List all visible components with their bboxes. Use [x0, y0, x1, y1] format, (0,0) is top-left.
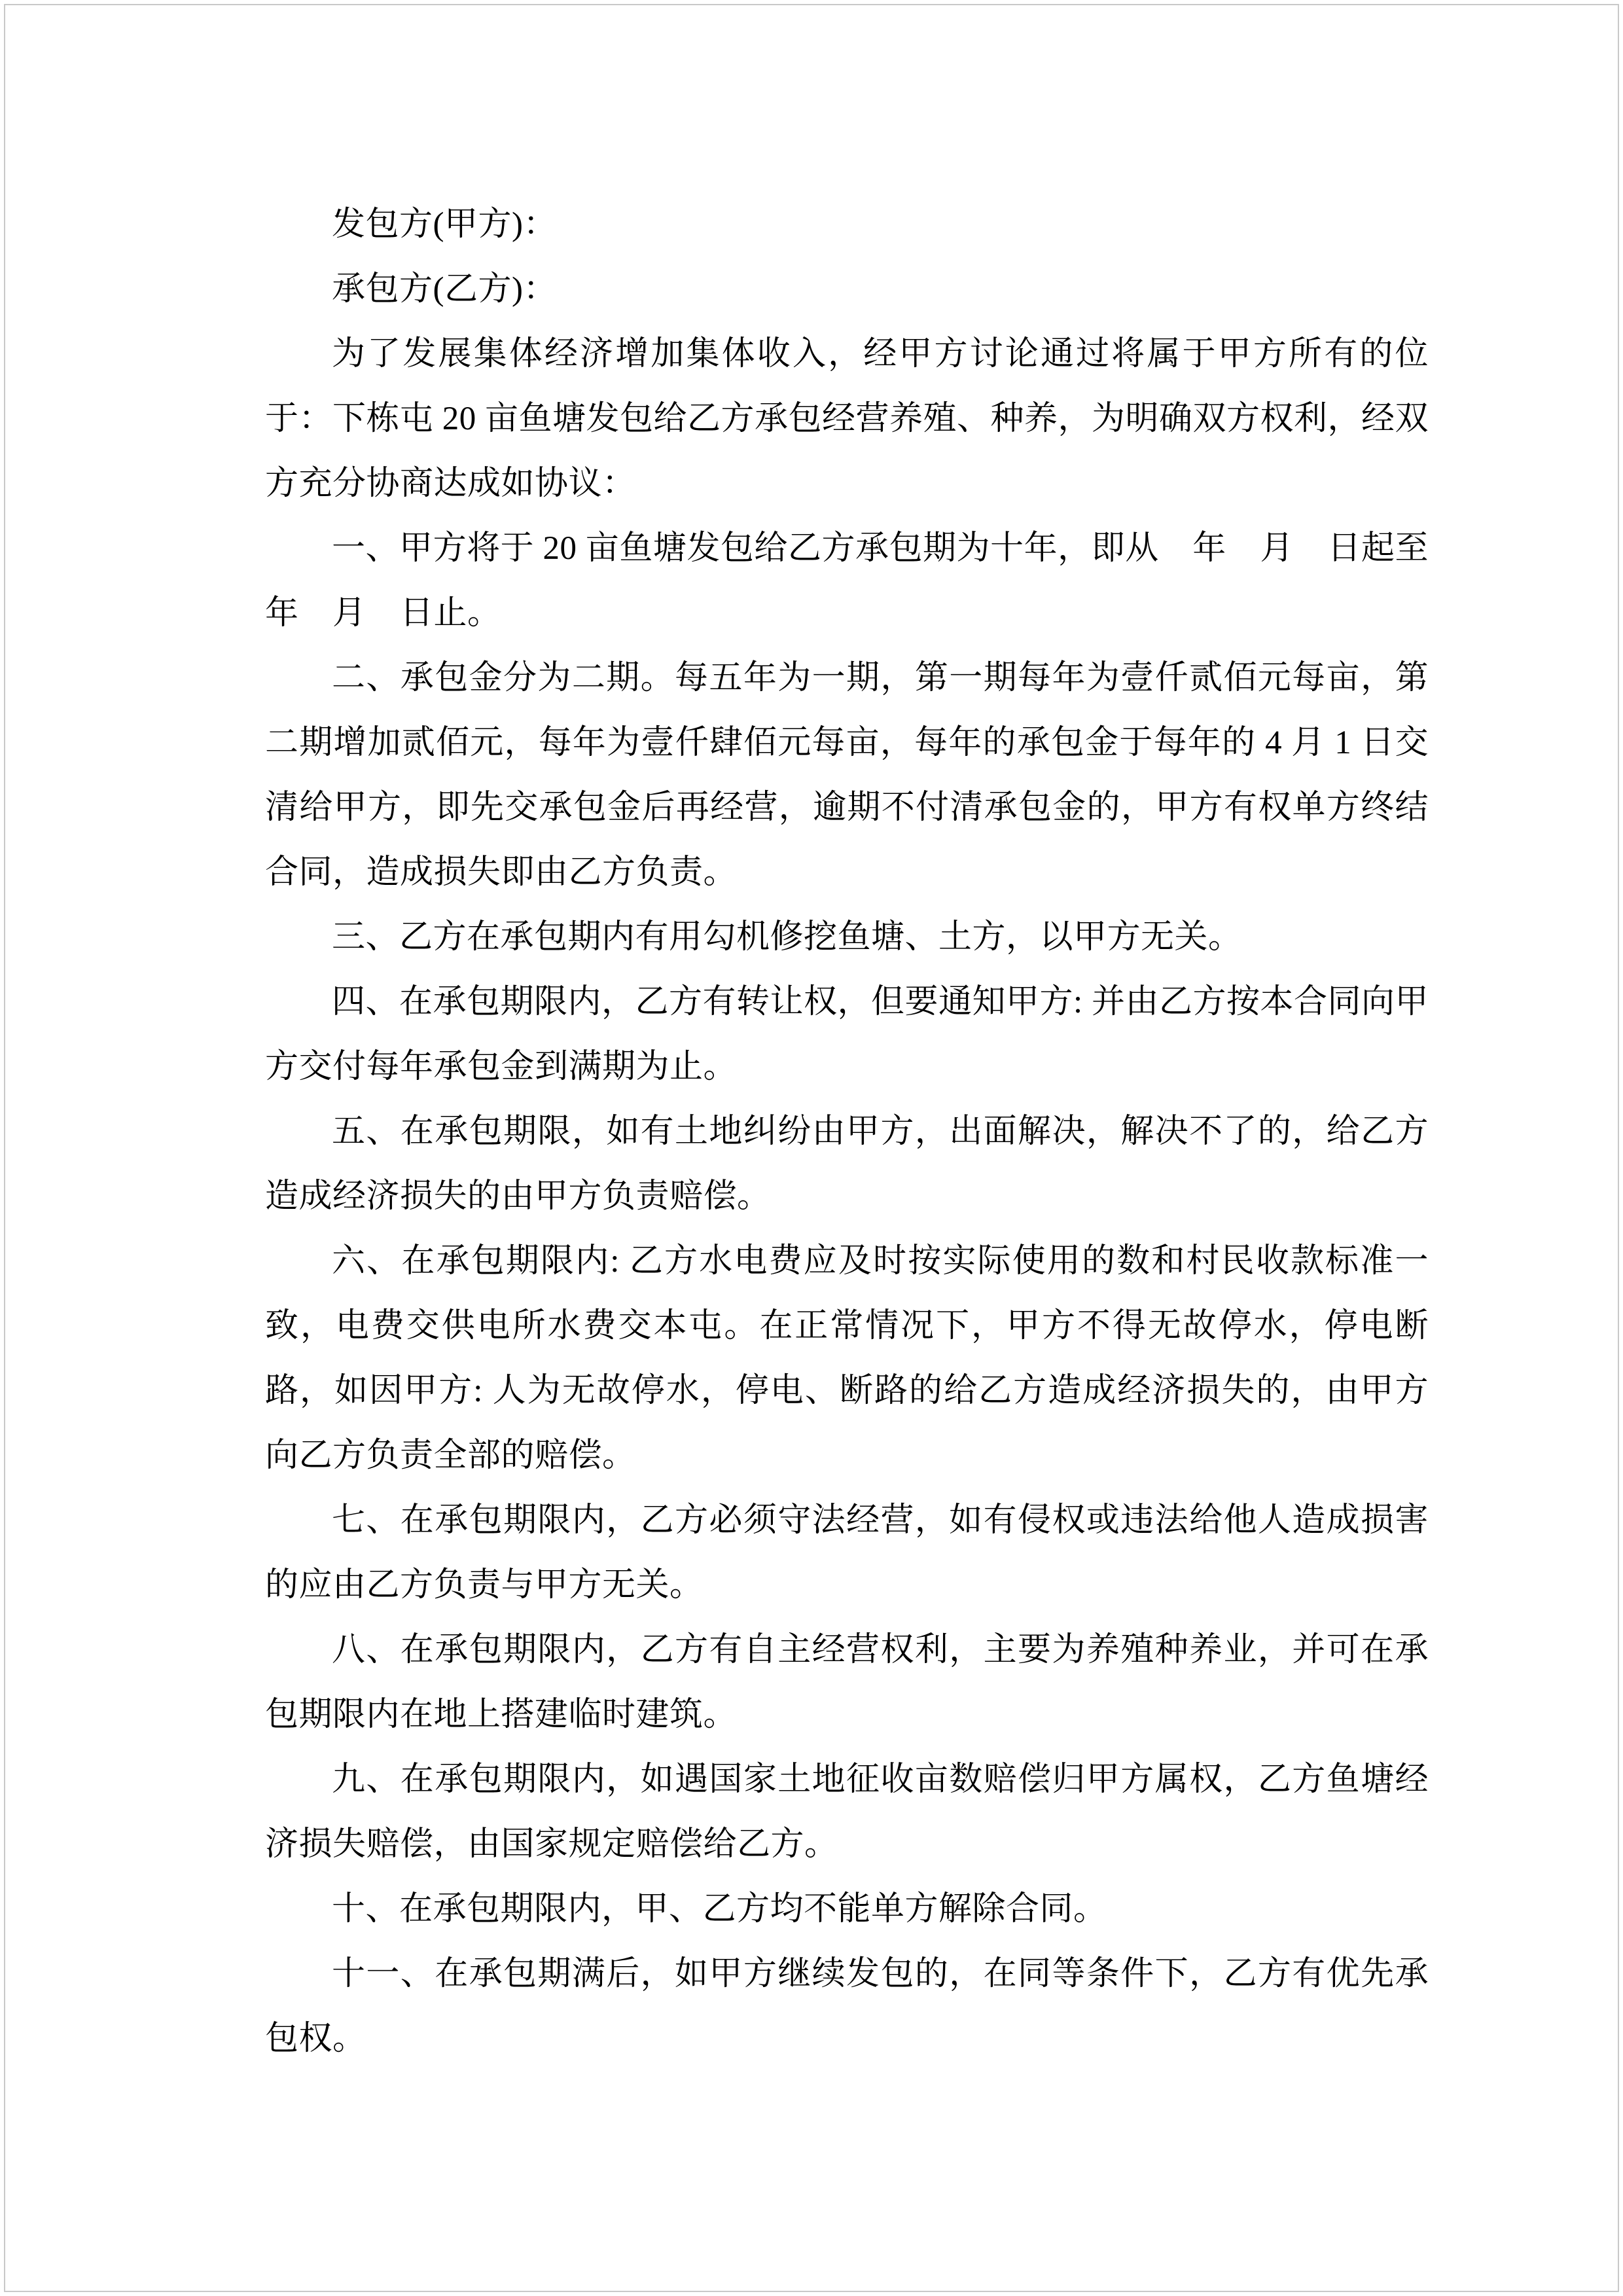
clause-06: 六、在承包期限内: 乙方水电费应及时按实际使用的数和村民收款标准一致，电费交供电所水费交本屯。在正常情况下，甲方不得无故停水，停电断路，如因甲方: 人为无故停水，停电、断路的给乙方造成经济损失的，由甲方向乙方负责全部的赔偿。	[265, 1243, 1429, 1474]
clause-05: 五、在承包期限，如有土地纠纷由甲方，出面解决，解决不了的，给乙方造成经济损失的由甲方负责赔偿。	[265, 1113, 1429, 1215]
clause-04: 四、在承包期限内，乙方有转让权，但要通知甲方: 并由乙方按本合同向甲方交付每年承包金到满期为止。	[265, 984, 1429, 1085]
clause-10: 十、在承包期限内，甲、乙方均不能单方解除合同。	[332, 1891, 1107, 1928]
clause-03: 三、乙方在承包期内有用勾机修挖鱼塘、土方，以甲方无关。	[332, 919, 1242, 956]
clause-08: 八、在承包期限内，乙方有自主经营权利，主要为养殖种养业，并可在承包期限内在地上搭建临时建筑。	[265, 1632, 1429, 1733]
clause-02: 二、承包金分为二期。每五年为一期，第一期每年为壹仟贰佰元每亩，第二期增加贰佰元，每年为壹仟肆佰元每亩，每年的承包金于每年的 4 月 1 日交清给甲方，即先交承包金后再经营，逾期不付清承包金的，甲方有权单方终结合同，造成损失即由乙方负责。	[265, 660, 1429, 891]
party-a-line: 发包方(甲方)：	[332, 206, 557, 243]
party-b-line: 承包方(乙方)：	[332, 271, 557, 308]
contract-body	[265, 192, 1463, 2072]
clause-01: 一、甲方将于 20 亩鱼塘发包给乙方承包期为十年，即从 年 月 日起至 年 月 日止。	[265, 530, 1463, 632]
clause-11: 十一、在承包期满后，如甲方继续发包的，在同等条件下，乙方有优先承包权。	[265, 1956, 1429, 2057]
preamble: 为了发展集体经济增加集体收入，经甲方讨论通过将属于甲方所有的位于：下栋屯 20 亩鱼塘发包给乙方承包经营养殖、种养，为明确双方权利，经双方充分协商达成如协议：	[265, 336, 1429, 502]
clause-09: 九、在承包期限内，如遇国家土地征收亩数赔偿归甲方属权，乙方鱼塘经济损失赔偿，由国家规定赔偿给乙方。	[265, 1761, 1429, 1863]
clause-07: 七、在承包期限内，乙方必须守法经营，如有侵权或违法给他人造成损害的应由乙方负责与甲方无关。	[265, 1502, 1429, 1604]
